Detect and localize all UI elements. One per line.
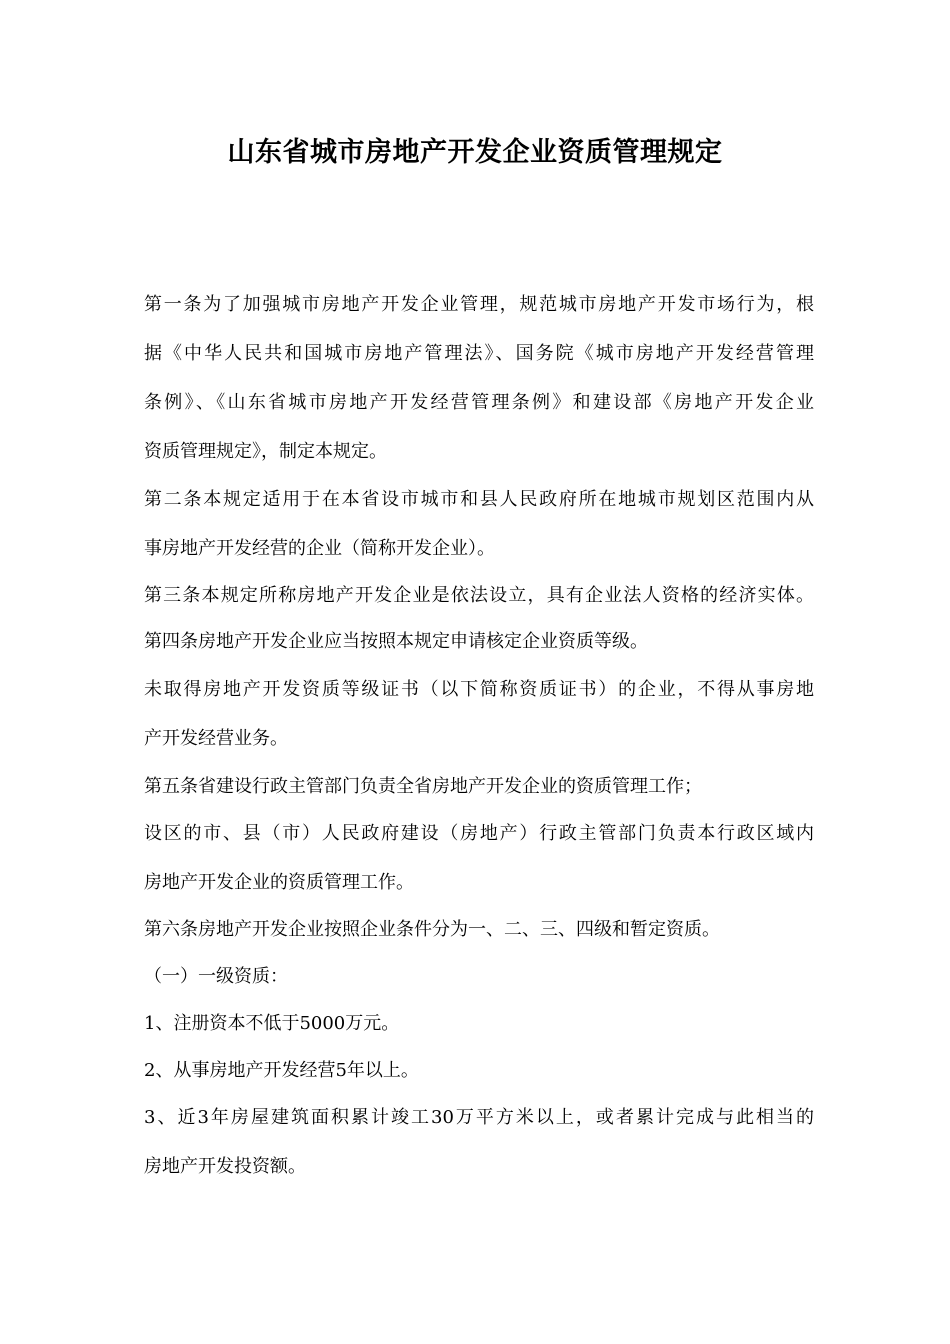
paragraph-line: 第六条房地产开发企业按照企业条件分为一、二、三、四级和暂定资质。	[144, 919, 720, 940]
paragraph-line: 3、近3年房屋建筑面积累计竣工30万平方米以上，或者累计完成与此相当的	[144, 1107, 814, 1128]
paragraph-line: （一）一级资质：	[144, 966, 288, 987]
paragraph-line: 房地产开发企业的资质管理工作。	[144, 872, 414, 893]
paragraph-line: 第三条本规定所称房地产开发企业是依法设立，具有企业法人资格的经济实体。	[144, 585, 814, 606]
paragraph-line: 设区的市、县（市）人民政府建设（房地产）行政主管部门负责本行政区域内	[144, 823, 814, 844]
paragraph-line: 事房地产开发经营的企业（简称开发企业）。	[144, 538, 495, 559]
document-title: 山东省城市房地产开发企业资质管理规定	[227, 137, 723, 168]
paragraph-line: 第四条房地产开发企业应当按照本规定申请核定企业资质等级。	[144, 631, 648, 652]
paragraph-line: 条例》、《山东省城市房地产开发经营管理条例》和建设部《房地产开发企业	[144, 392, 814, 413]
paragraph-line: 1、注册资本不低于5000万元。	[144, 1013, 400, 1034]
paragraph-line: 第二条本规定适用于在本省设市城市和县人民政府所在地城市规划区范围内从	[144, 489, 814, 510]
paragraph-line: 据《中华人民共和国城市房地产管理法》、国务院《城市房地产开发经营管理	[144, 343, 814, 364]
paragraph-line: 第一条为了加强城市房地产开发企业管理，规范城市房地产开发市场行为，根	[144, 294, 814, 315]
paragraph-line: 房地产开发投资额。	[144, 1156, 306, 1177]
paragraph-line: 2、从事房地产开发经营5年以上。	[144, 1060, 419, 1081]
paragraph-line: 产开发经营业务。	[144, 728, 288, 749]
paragraph-line: 第五条省建设行政主管部门负责全省房地产开发企业的资质管理工作；	[144, 776, 702, 797]
paragraph-line: 未取得房地产开发资质等级证书（以下简称资质证书）的企业，不得从事房地	[144, 679, 814, 700]
paragraph-line: 资质管理规定》，制定本规定。	[144, 441, 387, 462]
